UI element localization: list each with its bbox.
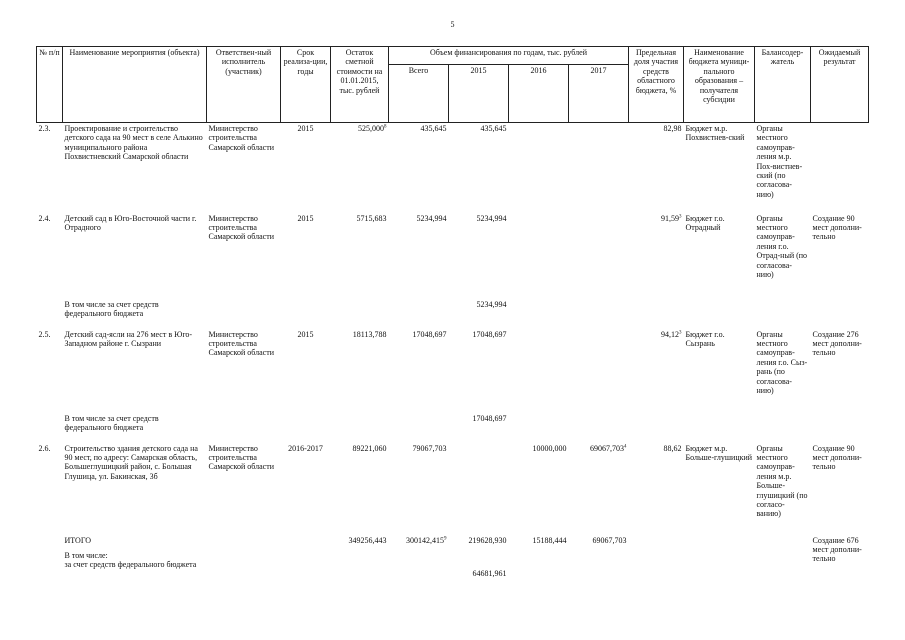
row-2015: 435,645 <box>480 124 507 133</box>
row-result <box>811 123 869 213</box>
row-holder: Органы местного самоуправ-ления м.р. Пох-вистнев-ский (по согласова-нию) <box>756 124 803 199</box>
funding-table <box>36 46 869 595</box>
row-holder: Органы местного самоуправ-ления г.о. Отрад-ный (по согласова-нию) <box>756 213 808 279</box>
row-term: 2015 <box>297 124 314 133</box>
row-2016 <box>509 329 569 413</box>
row-holder: Органы местного самоуправ-ления г.о. Сыз-рань (по согласова-нию) <box>756 329 808 395</box>
header-2017: 2017 <box>569 65 629 123</box>
row-total: 435,645 <box>420 124 447 133</box>
row-name: Детский сад-ясли на 276 мест в Юго-Западном районе г. Сызрани <box>64 329 193 348</box>
row-2017 <box>569 213 629 299</box>
row-executor: Министерство строительства Самарской области <box>208 329 274 358</box>
totals-total: 300142,415$^9$ <box>406 535 447 545</box>
row-term: 2015 <box>297 329 314 339</box>
row-result: Создание 90 мест дополни-тельно <box>812 213 862 242</box>
row-2017: 69067,703$^4$ <box>590 443 627 453</box>
table-row <box>37 123 869 213</box>
row-term: 2016-2017 <box>288 443 323 453</box>
header-2015: 2015 <box>449 65 509 123</box>
row-executor: Министерство строительства Самарской области <box>208 213 274 242</box>
header-budget: Наименование бюджета муници-пального образования – получателя субсидии <box>684 47 755 123</box>
header-total: Всего <box>389 65 449 123</box>
row-2015: 5234,994 <box>476 213 507 223</box>
row-2015: 5234,994 <box>476 299 507 309</box>
row-2016 <box>509 123 569 213</box>
row-2017 <box>569 123 629 213</box>
row-result: Создание 276 мест дополни-тельно <box>812 329 862 358</box>
footnote-mark: 4 <box>624 443 627 449</box>
row-2015 <box>449 443 509 535</box>
totals-2017: 69067,703 <box>592 535 627 545</box>
row-holder: Органы местного самоуправ-ления м.р. Больше-глушицкий (по согласо-ванию) <box>756 443 808 519</box>
row-no: 2.3. <box>38 124 51 133</box>
header-funding: Объем финансирования по годам, тыс. рублей <box>389 47 629 65</box>
header-2016: 2016 <box>509 65 569 123</box>
row-remainder: 5715,683 <box>356 213 387 223</box>
header-no: № п/п <box>37 47 63 123</box>
totals-remainder: 349256,443 <box>348 535 387 545</box>
totals-2015: 219628,930 64681,961 <box>449 535 509 595</box>
header-remainder: Остаток сметной стоимости на 01.01.2015, тыс. рублей <box>331 47 389 123</box>
totals-result: Создание 676 мест дополни-тельно <box>812 535 862 564</box>
row-remainder: 525,000$^8$ <box>358 124 387 133</box>
totals-incl-label: В том числе: <box>64 550 108 560</box>
row-no: 2.6. <box>38 443 51 453</box>
row-2015: 17048,697 <box>472 413 507 423</box>
row-result: Создание 90 мест дополни-тельно <box>812 443 862 472</box>
table-row <box>37 329 869 413</box>
row-term: 2015 <box>297 213 314 223</box>
row-total: 17048,697 <box>412 329 447 339</box>
header-share: Предельная доля участия средств областного бюджета, % <box>629 47 684 123</box>
row-budget: Бюджет г.о. Отрадный <box>685 213 725 232</box>
row-2016: 10000,000 <box>532 443 567 453</box>
header-name: Наименование мероприятия (объекта) <box>63 47 207 123</box>
row-name: Детский сад в Юго-Восточной части г. Отрадного <box>64 213 197 232</box>
row-share: 88,62 <box>663 443 682 453</box>
totals-label: ИТОГО <box>64 535 92 545</box>
row-no: 2.5. <box>38 329 51 339</box>
row-total: 5234,994 <box>416 213 447 223</box>
row-budget: Бюджет г.о. Сызрань <box>685 329 725 348</box>
totals-2016: 15188,444 <box>532 535 567 545</box>
row-executor: Министерство строительства Самарской области <box>208 124 274 152</box>
page-number: 5 <box>450 20 455 29</box>
row-remainder: 89221,060 <box>352 443 387 453</box>
table-row-federal <box>37 413 869 443</box>
footnote-mark: 8 <box>384 124 387 130</box>
totals-row <box>37 535 869 595</box>
header-result: Ожидаемый результат <box>811 47 869 123</box>
row-remainder: 18113,788 <box>352 329 387 339</box>
table-row <box>37 443 869 535</box>
table-row-federal <box>37 299 869 329</box>
row-name: Строительство здания детского сада на 90 мест, по адресу: Самарская область, Большеглушицкий район, с. Большая Глушица, ул. Бакинская, 3б <box>64 443 198 481</box>
footnote-mark: 3 <box>679 213 682 219</box>
header-holder: Балансодер-жатель <box>755 47 811 123</box>
row-2015: 17048,697 <box>472 329 507 339</box>
row-share: 91,59$^3$ <box>661 213 682 223</box>
row-share: 82,98 <box>663 124 682 133</box>
row-2017 <box>569 329 629 413</box>
header-executor: Ответствен-ный исполнитель (участник) <box>207 47 281 123</box>
header-term: Срок реализа-ции, годы <box>281 47 331 123</box>
row-budget: Бюджет м.р. Похвистнев-ский <box>685 124 745 143</box>
row-total: 79067,703 <box>412 443 447 453</box>
footnote-mark: 3 <box>679 329 682 335</box>
row-executor: Министерство строительства Самарской области <box>208 443 274 472</box>
row-name: В том числе за счет средств федерального бюджета <box>64 299 159 318</box>
totals-fed-label: за счет средств федерального бюджета <box>64 560 197 570</box>
row-no: 2.4. <box>38 213 51 223</box>
row-2016 <box>509 213 569 299</box>
row-name: В том числе за счет средств федерального бюджета <box>64 413 159 432</box>
table-row <box>37 213 869 299</box>
row-share: 94,12$^3$ <box>661 329 682 339</box>
totals-fed-2015: 64681,961 <box>472 568 507 578</box>
row-budget: Бюджет м.р. Больше-глушицкий <box>685 443 753 462</box>
totals-cell <box>63 535 207 595</box>
row-name: Проектирование и строительство детского сада на 90 мест в селе Алькино муниципального района Похвистневский Самарской области <box>64 124 203 162</box>
footnote-mark: 9 <box>444 535 447 541</box>
